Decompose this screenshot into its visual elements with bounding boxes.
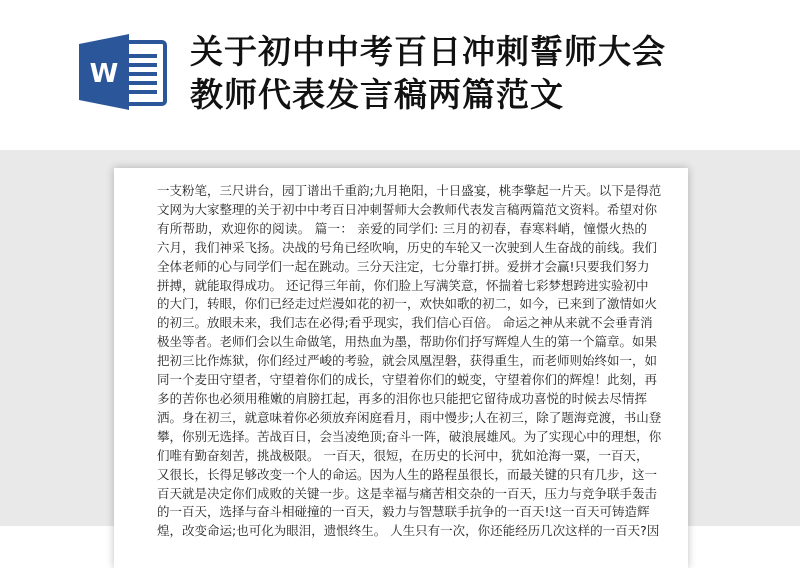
text-line: 一支粉笔，三尺讲台，园丁谱出千重韵;九月艳阳，十日盛宴，桃李擎起一片天。以下是得范 [157,183,662,198]
title-line-1: 关于初中中考百日冲刺誓师大会 [190,32,666,71]
text-line: 的初三。放眼未来，我们志在必得;看乎现实，我们信心百倍。 命运之神从来就不会垂青消 [157,315,653,331]
document-body [157,182,662,541]
text-line: 全体老师的心与同学们一起在跳动。三分天注定，七分靠打拼。爱拼才会赢!只要我们努力 [157,258,650,274]
text-line: 百天就是决定你们成败的关键一步。这是幸福与痛苦相交杂的一百天，压力与竞争联手轰击 [157,485,658,501]
text-line: 的一百天，选择与奋斗相碰撞的一百天，毅力与智慧联手抗争的一百天!这一百天可铸造辉 [157,504,650,520]
title-line-2: 教师代表发言稿两篇范文 [190,75,564,114]
text-line: 洒。身在初三，就意味着你必须放弃闲庭看月，雨中慢步;人在初三，除了题海竞渡，书山登 [157,409,662,425]
text-line: 六月，我们神采飞扬。决战的号角已经吹响，历史的车轮又一次驶到人生奋战的前线。我们 [157,239,658,255]
ms-word-icon [77,32,169,112]
text-line: 煌，改变命运;也可化为眼泪，遗恨终生。 人生只有一次，你还能经历几次这样的一百天?因 [157,523,660,539]
text-line: 攀，你别无选择。苦战百日，会当凌绝顶;奋斗一阵，破浪展雄风。为了实现心中的理想，你 [157,428,662,444]
text-line: 有所帮助，欢迎你的阅读。 篇一： 亲爱的同学们: 三月的初春，春寒料峭，憧憬火热的 [157,220,647,236]
text-line: 把初三比作炼狱，你们经过严峻的考验，就会凤凰涅磐，获得重生，而老师则始终如一，如 [157,353,658,369]
svg-text:W: W [89,59,119,89]
text-line: 的大门，转眼，你们已经走过烂漫如花的初一，欢快如歌的初二，如今，已来到了激情如火 [157,296,658,312]
text-line: 多的苦你也必须用稚嫩的肩膀扛起，再多的泪你也只能把它留待成功喜悦的时候去尽情挥 [157,390,647,406]
text-line: 们唯有勤奋刻苦，挑战极限。 一百天，很短，在历史的长河中，犹如沧海一粟，一百天， [157,447,649,463]
document-preview-area[interactable] [0,150,800,539]
text-line: 同一个麦田守望者，守望着你们的成长，守望着你们的蜕变，守望着你们的辉煌！此刻，再 [157,372,658,388]
text-line: 拼搏，就能取得成功。 还记得三年前，你们脸上写满笑意，怀揣着七彩梦想跨进实验初中 [157,277,649,293]
text-line: 极坐等者。老师们会以生命做笔，用热血为墨，帮助你们抒写辉煌人生的第一个篇章。如果 [157,334,658,350]
document-title [190,30,780,116]
document-page [114,168,688,568]
header [0,0,800,150]
text-line: 文网为大家整理的关于初中中考百日冲刺誓师大会教师代表发言稿两篇范文资料。希望对你 [157,201,658,217]
text-line: 又很长，长得足够改变一个人的命运。因为人生的路程虽很长，而最关键的只有几步，这一 [157,466,658,482]
